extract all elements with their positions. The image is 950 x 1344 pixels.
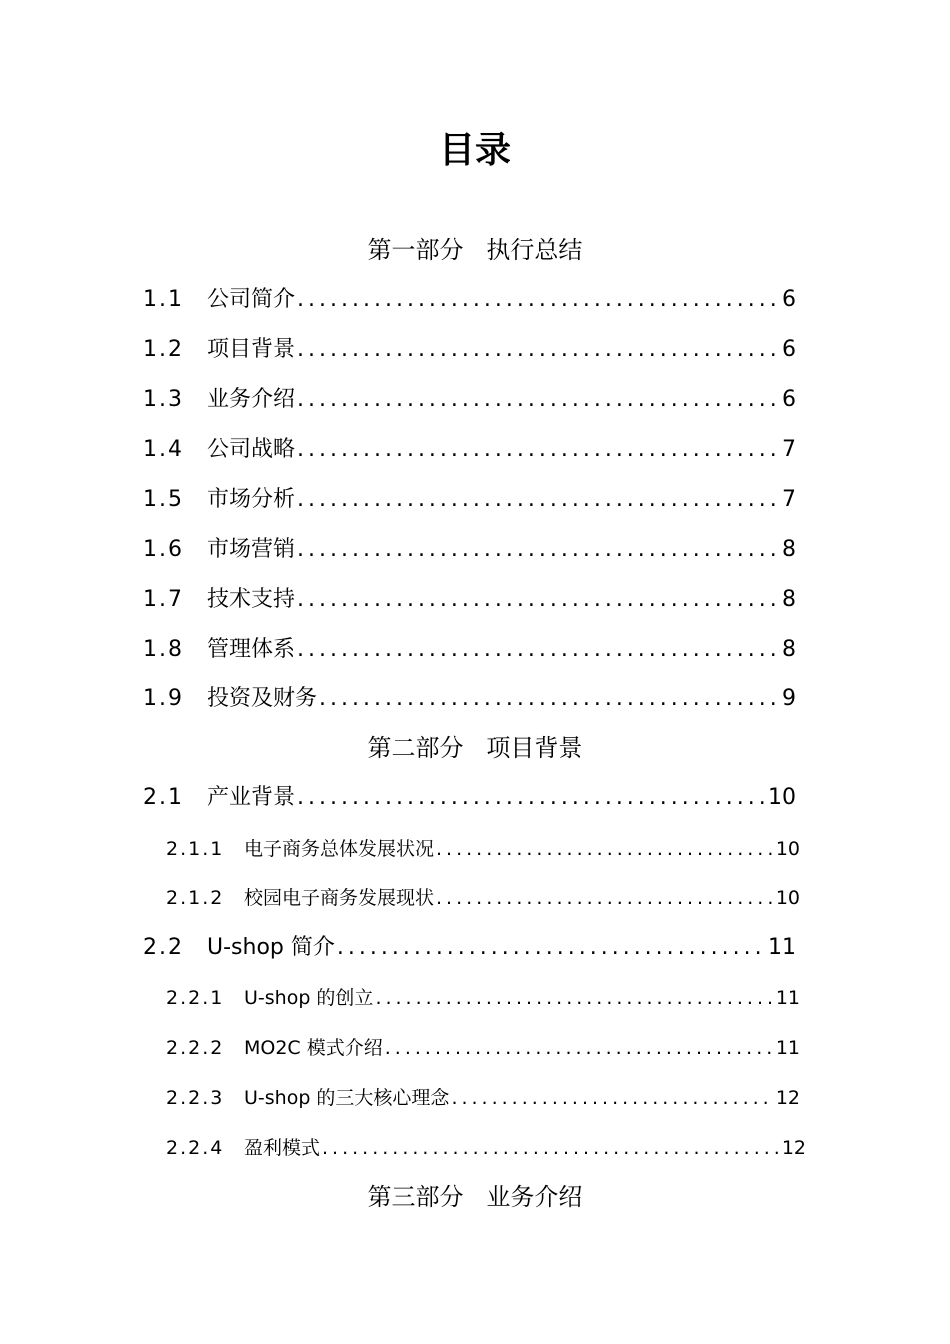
part-heading-2: 第二部分 项目背景 [367,734,583,762]
entry-label: U-shop 简介 [207,935,335,960]
entry-number: 2.2 [143,935,184,960]
dot-leader [337,931,766,965]
entry-page-number: 10 [775,838,800,860]
part-heading-1: 第一部分 执行总结 [367,236,583,264]
entry-label: MO2C 模式介绍 [244,1037,383,1059]
dot-leader [319,682,780,716]
dot-leader [297,433,780,467]
dot-leader [297,533,780,567]
entry-label: 公司战略 [207,437,296,462]
toc-entry-1-9[interactable] [143,682,796,716]
toc-entry-1-1[interactable] [143,283,796,317]
entry-label: 产业背景 [207,785,296,810]
toc-entry-2-1-2[interactable] [166,881,800,915]
dot-leader [451,1081,773,1115]
entry-page-number: 8 [782,587,796,612]
entry-page-number: 7 [782,437,796,462]
entry-label: 市场营销 [207,537,296,562]
entry-number: 1.4 [143,437,184,462]
toc-entry-1-3[interactable] [143,383,796,417]
entry-number: 1.7 [143,587,184,612]
toc-entry-2-2-1[interactable] [166,981,800,1015]
entry-page-number: 7 [782,487,796,512]
entry-number: 2.1 [143,785,184,810]
dot-leader [297,483,780,517]
toc-entry-1-8[interactable] [143,633,796,667]
entry-page-number: 11 [775,987,800,1009]
toc-entry-1-4[interactable] [143,433,796,467]
entry-page-number: 10 [775,887,800,909]
entry-number: 1.6 [143,537,184,562]
dot-leader [322,1131,780,1165]
entry-page-number: 6 [782,337,796,362]
entry-label: 电子商务总体发展状况 [244,838,435,860]
entry-number: 2.2.4 [166,1137,225,1159]
entry-label: 业务介绍 [207,387,296,412]
entry-number: 2.2.2 [166,1037,225,1059]
dot-leader [297,781,766,815]
entry-number: 1.5 [143,487,184,512]
part-heading-3: 第三部分 业务介绍 [367,1183,583,1211]
entry-label: 项目背景 [207,337,296,362]
entry-page-number: 12 [775,1087,800,1109]
entry-page-number: 6 [782,387,796,412]
dot-leader [297,383,780,417]
toc-entry-2-1[interactable] [143,781,796,815]
toc-entry-2-2-2[interactable] [166,1031,800,1065]
toc-entry-1-7[interactable] [143,583,796,617]
entry-number: 1.8 [143,637,184,662]
dot-leader [436,832,774,866]
dot-leader [385,1031,774,1065]
entry-label: 公司简介 [207,287,296,312]
entry-page-number: 11 [768,935,796,960]
entry-label: 技术支持 [207,587,296,612]
entry-number: 1.9 [143,686,184,711]
toc-entry-1-2[interactable] [143,333,796,367]
dot-leader [297,283,780,317]
entry-number: 1.2 [143,337,184,362]
dot-leader [297,633,780,667]
dot-leader [436,881,774,915]
entry-page-number: 6 [782,287,796,312]
toc-entry-2-2-4[interactable] [166,1131,806,1165]
entry-label: 市场分析 [207,487,296,512]
entry-page-number: 12 [781,1137,806,1159]
toc-entry-2-2-3[interactable] [166,1081,800,1115]
entry-page-number: 8 [782,637,796,662]
entry-label: 管理体系 [207,637,296,662]
entry-label: U-shop 的创立 [244,987,374,1009]
toc-entry-2-1-1[interactable] [166,832,800,866]
dot-leader [297,333,780,367]
entry-number: 2.1.2 [166,887,225,909]
dot-leader [375,981,773,1015]
entry-page-number: 9 [782,686,796,711]
entry-label: 校园电子商务发展现状 [244,887,435,909]
entry-label: U-shop 的三大核心理念 [244,1087,450,1109]
entry-number: 1.3 [143,387,184,412]
toc-entry-1-5[interactable] [143,483,796,517]
entry-number: 2.1.1 [166,838,225,860]
dot-leader [297,583,780,617]
entry-number: 1.1 [143,287,184,312]
entry-label: 投资及财务 [207,686,318,711]
entry-page-number: 10 [768,785,796,810]
entry-number: 2.2.1 [166,987,225,1009]
entry-label: 盈利模式 [244,1137,321,1159]
entry-page-number: 8 [782,537,796,562]
toc-entry-1-6[interactable] [143,533,796,567]
toc-title: 目录 [438,130,511,171]
toc-entry-2-2[interactable] [143,931,796,965]
entry-number: 2.2.3 [166,1087,225,1109]
entry-page-number: 11 [775,1037,800,1059]
